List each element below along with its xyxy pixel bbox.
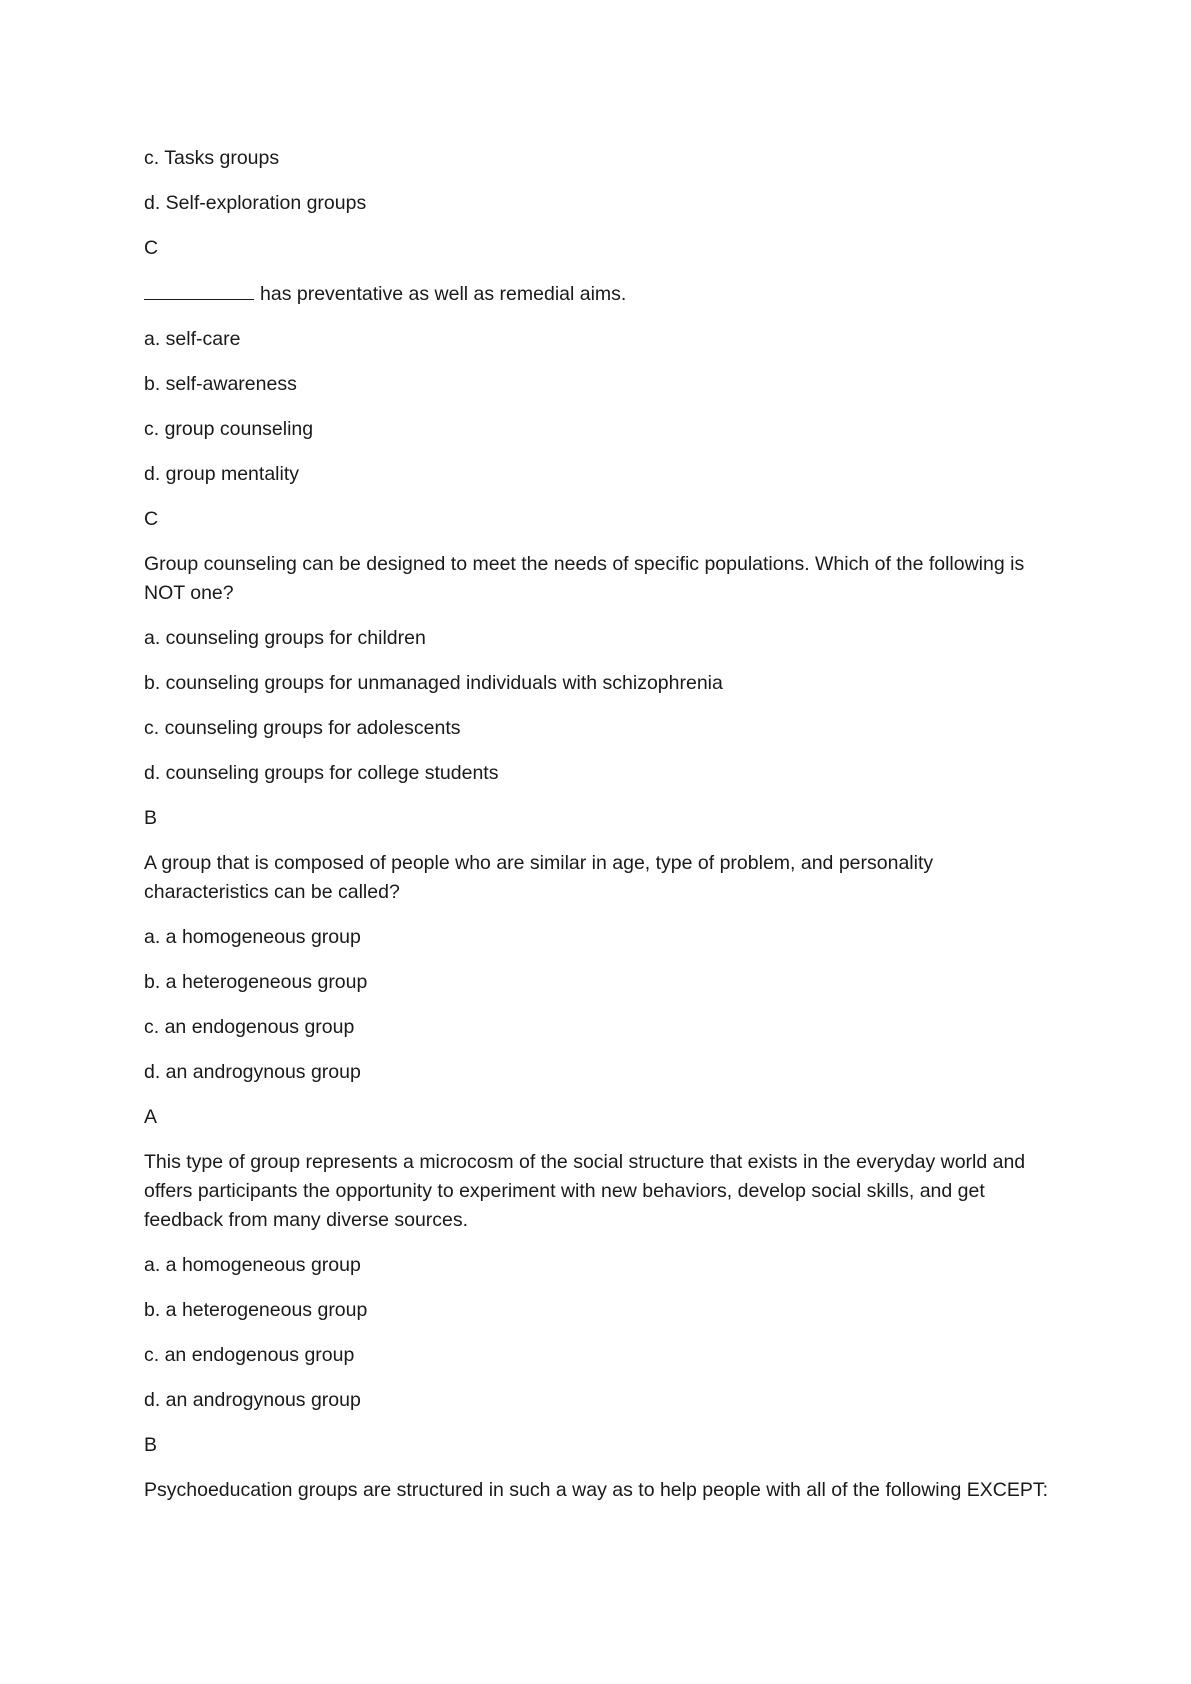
answer-text: B	[144, 807, 158, 829]
option-text: a. a homogeneous group	[144, 1254, 361, 1276]
option-text: b. counseling groups for unmanaged individuals with schizophrenia	[144, 672, 723, 694]
question-text: Psychoeducation groups are structured in such a way as to help people with all of the following EXCEPT:	[144, 1479, 1049, 1501]
option-text: c. counseling groups for adolescents	[144, 717, 461, 739]
option-text: a. counseling groups for children	[144, 627, 426, 649]
option-text: d. an androgynous group	[144, 1061, 361, 1083]
option-text: b. self-awareness	[144, 373, 297, 395]
option-text: b. a heterogeneous group	[144, 1299, 368, 1321]
answer-text: C	[144, 508, 159, 530]
option-text: d. group mentality	[144, 463, 300, 485]
option-text: d. counseling groups for college students	[144, 762, 499, 784]
option-text: d. an androgynous group	[144, 1389, 361, 1411]
document-body	[144, 144, 1049, 1521]
option-text: a. self-care	[144, 328, 241, 350]
question-text	[144, 279, 1049, 309]
option-text: a. a homogeneous group	[144, 926, 361, 948]
option-text: d. Self-exploration groups	[144, 192, 367, 214]
question-text: A group that is composed of people who are similar in age, type of problem, and personality characteristics can be called?	[144, 852, 934, 903]
fill-in-blank	[144, 279, 254, 300]
question-text: Group counseling can be designed to meet the needs of specific populations. Which of the following is NOT one?	[144, 553, 1025, 604]
option-text: c. an endogenous group	[144, 1016, 355, 1038]
option-text: c. Tasks groups	[144, 147, 280, 169]
question-text-body: has preventative as well as remedial aims.	[260, 283, 627, 305]
option-text: c. group counseling	[144, 418, 314, 440]
option-text: c. an endogenous group	[144, 1344, 355, 1366]
answer-text: C	[144, 237, 159, 259]
answer-text: A	[144, 1106, 158, 1128]
answer-text: B	[144, 1434, 158, 1456]
question-text: This type of group represents a microcosm of the social structure that exists in the everyday world and offers participants the opportunity to experiment with new behaviors, develop social skills, and get feedback from many diverse sources.	[144, 1151, 1026, 1231]
option-text: b. a heterogeneous group	[144, 971, 368, 993]
